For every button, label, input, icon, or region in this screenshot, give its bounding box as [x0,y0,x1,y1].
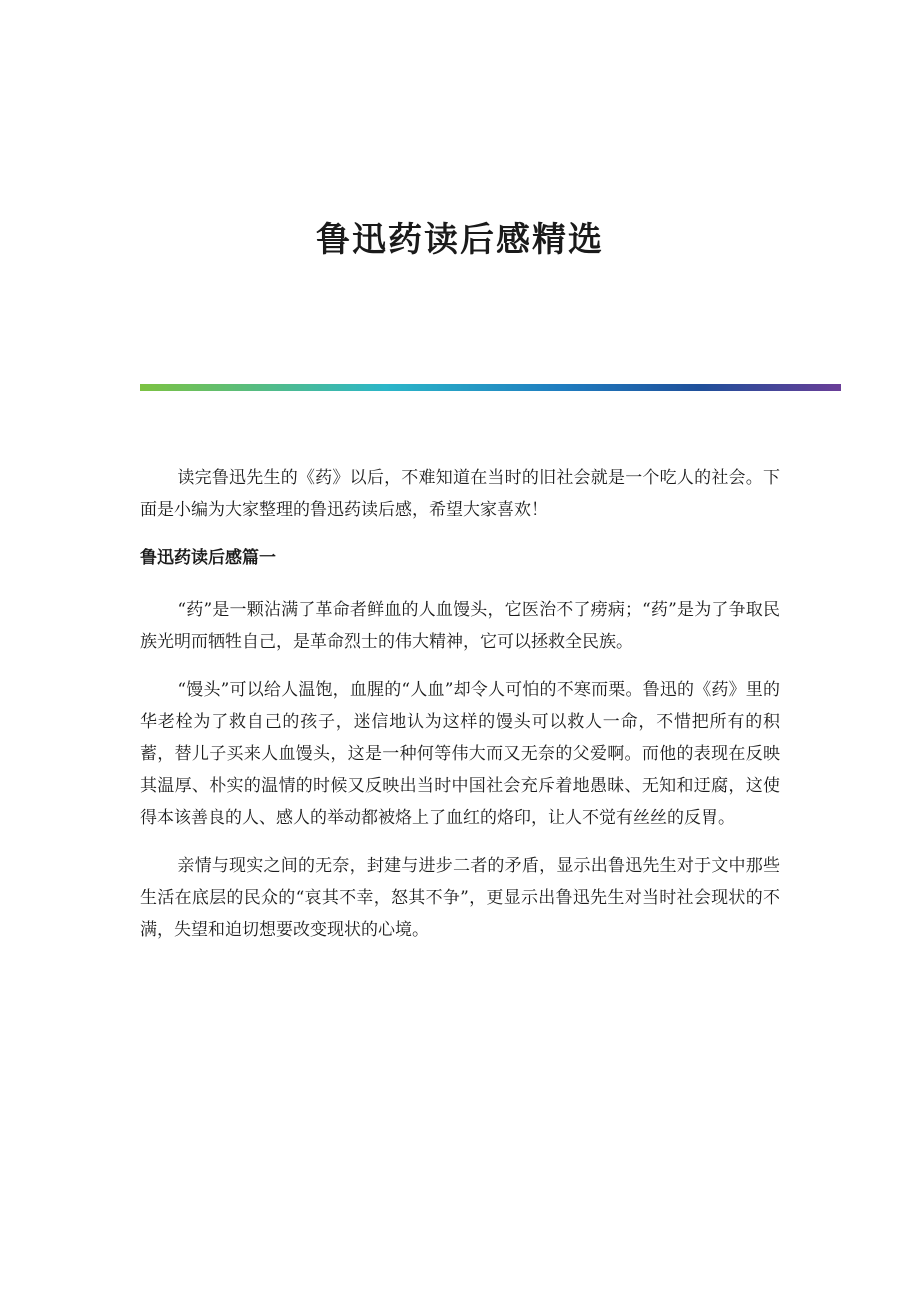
section-heading: 鲁迅药读后感篇一 [140,548,276,568]
document-body [140,462,780,962]
body-paragraph: 亲情与现实之间的无奈，封建与进步二者的矛盾，显示出鲁迅先生对于文中那些生活在底层的民众的“哀其不幸，怒其不争”，更显示出鲁迅先生对当时社会现状的不满，失望和迫切想要改变现状的心境。 [140,856,780,940]
body-paragraph: “馒头”可以给人温饱，血腥的“人血”却令人可怕的不寒而栗。鲁迅的《药》里的华老栓为了救自己的孩子，迷信地认为这样的馒头可以救人一命，不惜把所有的积蓄，替儿子买来人血馒头，这是一种何等伟大而又无奈的父爱啊。而他的表现在反映其温厚、朴实的温情的时候又反映出当时中国社会充斥着地愚昧、无知和迂腐，这使得本该善良的人、感人的举动都被烙上了血红的烙印，让人不觉有丝丝的反胃。 [140,680,780,828]
intro-paragraph: 读完鲁迅先生的《药》以后，不难知道在当时的旧社会就是一个吃人的社会。下面是小编为大家整理的鲁迅药读后感，希望大家喜欢！ [140,468,780,520]
page-title: 鲁迅药读后感精选 [316,220,604,260]
title-divider [140,384,841,391]
body-paragraph: “药”是一颗沾满了革命者鲜血的人血馒头，它医治不了痨病；“药”是为了争取民族光明而牺牲自己，是革命烈士的伟大精神，它可以拯救全民族。 [140,600,780,652]
